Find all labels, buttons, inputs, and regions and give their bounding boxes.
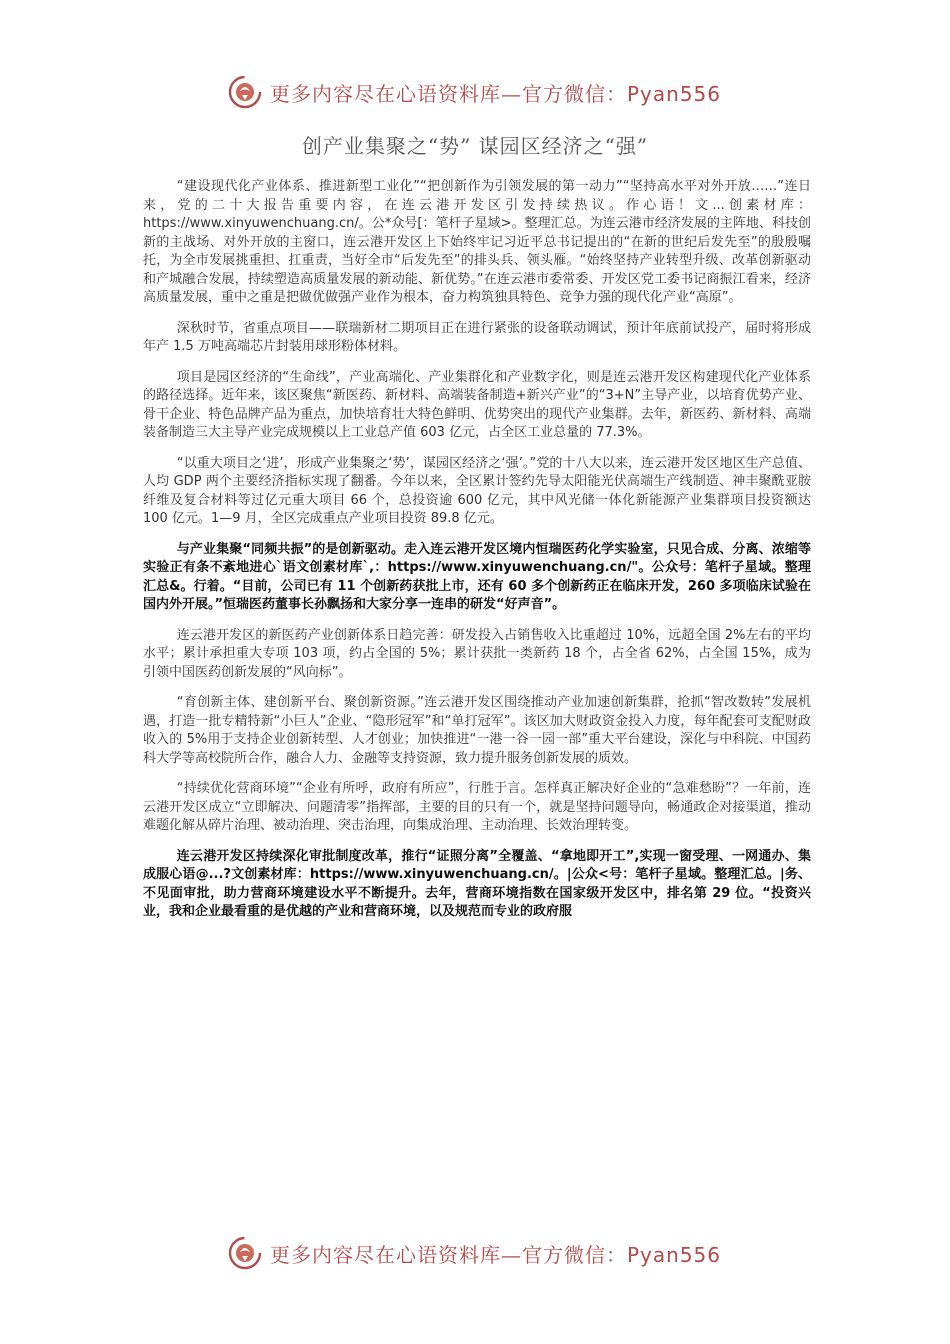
banner-wechat-id: Pyan556 [627,81,722,106]
paragraph-2: 深秋时节，省重点项目——联瑞新材二期项目正在进行紧张的设备联动调试，预计年底前试投产，届时将形成年产 1.5 万吨高端芯片封装用球形粉体材料。 [143,320,811,354]
banner-slogan: 更多内容尽在心语资料库—官方微信： [270,1242,627,1267]
article-body [143,178,811,934]
footer-banner [228,1233,728,1273]
paragraph-9: 连云港开发区持续深化审批制度改革，推行“证照分离”全覆盖、“拿地即开工”,实现一窗受理、一网通办、集成服心语@...?文创素材库：https://www.xinyuwenchuang.cn/。|公众<号：笔杆子星域。整理汇总。|务、不见面审批，助力营商环境建设水平不断提升。去年，营商环境指数在国家级开发区中，排名第 29 位。“投资兴业，我和企业最看重的是优越的产业和营商环境，以及规范而专业的政府服 [143,848,811,919]
paragraph-5: 与产业集聚“同频共振”的是创新驱动。走入连云港开发区境内恒瑞医药化学实验室，只见合成、分离、浓缩等实验正有条不紊地进心`语文创素材库`,：https://www.xinyuwenchuang.cn/"。公众号：笔杆子星域。整理汇总&。行着。“目前，公司已有 11 个创新药获批上市，还有 60 多个创新药正在临床开发，260 多项临床试验在国内外开展。”恒瑞医药董事长孙飘扬和大家分享一连串的研发“好声音”。 [143,541,811,612]
paragraph-3: 项目是园区经济的“生命线”，产业高端化、产业集群化和产业数字化，则是连云港开发区构建现代化产业体系的路径选择。近年来，该区聚焦“新医药、新材料、高端装备制造+新兴产业”的“3+N”主导产业，以培育优势产业、骨干企业、特色品牌产品为重点，加快培育壮大特色鲜明、优势突出的现代产业集群。去年，新医药、新材料、高端装备制造三大主导产业完成规模以上工业总产值 603 亿元，占全区工业总量的 77.3%。 [143,369,811,440]
banner-text [270,1239,721,1268]
paragraph-7: “育创新主体、建创新平台、聚创新资源。”连云港开发区围绕推动产业加速创新集群，抢抓“智改数转”发展机遇，打造一批专精特新“小巨人”企业、“隐形冠军”和“单打冠军”。该区加大财政资金投入力度，每年配套可支配财政收入的 5%用于支持企业创新转型、人才创业；加快推进“一港一谷一园一部”重大平台建设，深化与中科院、中国药科大学等高校院所合作，融合人力、金融等支持资源，致力提升服务创新发展的质效。 [143,695,811,766]
paragraph-8: “持续优化营商环境”“企业有所呼，政府有所应”，行胜于言。怎样真正解决好企业的“急难愁盼”？一年前，连云港开发区成立“立即解决、问题清零”指挥部，主要的目的只有一个，就是坚持问题导向，畅通政企对接渠道，推动难题化解从碎片治理、被动治理、突击治理，向集成治理、主动治理、长效治理转变。 [143,781,811,833]
page-title: 创产业集聚之“势” 谋园区经济之“强” [301,134,649,158]
logo-icon [228,1236,262,1270]
banner-slogan: 更多内容尽在心语资料库—官方微信： [270,81,627,106]
paragraph-1: “建设现代化产业体系、推进新型工业化”“把创新作为引领发展的第一动力”“坚持高水平对外开放……”连日来，党的二十大报告重要内容，在连云港开发区引发持续热议。作心语！文...创素材库：https://www.xinyuwenchuang.cn/。公*众号[：笔杆子星域>。整理汇总。为连云港市经济发展的主阵地、科技创新的主战场、对外开放的主窗口，连云港开发区上下始终牢记习近平总书记提出的“在新的世纪后发先至”的殷殷嘱托，为全市发展挑重担、扛重责，当好全市“后发先至”的排头兵、领头雁。“始终坚持产业转型升级、改革创新驱动和产城融合发展，持续塑造高质量发展的新动能、新优势。”在连云港市委常委、开发区党工委书记商振江看来，经济高质量发展，重中之重是把做优做强产业作为根本，奋力构筑独具特色、竞争力强的现代化产业“高原”。 [143,179,811,305]
paragraph-4: “以重大项目之‘进’，形成产业集聚之‘势’，谋园区经济之‘强’。”党的十八大以来，连云港开发区地区生产总值、人均 GDP 两个主要经济指标实现了翻番。今年以来，全区累计签约先导太阳能光伏高端生产线制造、神丰聚酰亚胺纤维及复合材料等过亿元重大项目 66 个，总投资逾 600 亿元，其中风光储一体化新能源产业集群项目投资额达 100 亿元。1—9 月，全区完成重点产业项目投资 89.8 亿元。 [143,455,811,526]
header-banner [228,72,728,112]
paragraph-6: 连云港开发区的新医药产业创新体系日趋完善：研发投入占销售收入比重超过 10%，远超全国 2%左右的平均水平；累计承担重大专项 103 项，约占全国的 5%；累计获批一类新药 18 个，占全省 62%，占全国 15%，成为引领中国医药创新发展的“风向标”。 [143,627,811,680]
logo-icon [228,75,262,109]
banner-wechat-id: Pyan556 [627,1242,722,1267]
banner-text [270,78,721,107]
